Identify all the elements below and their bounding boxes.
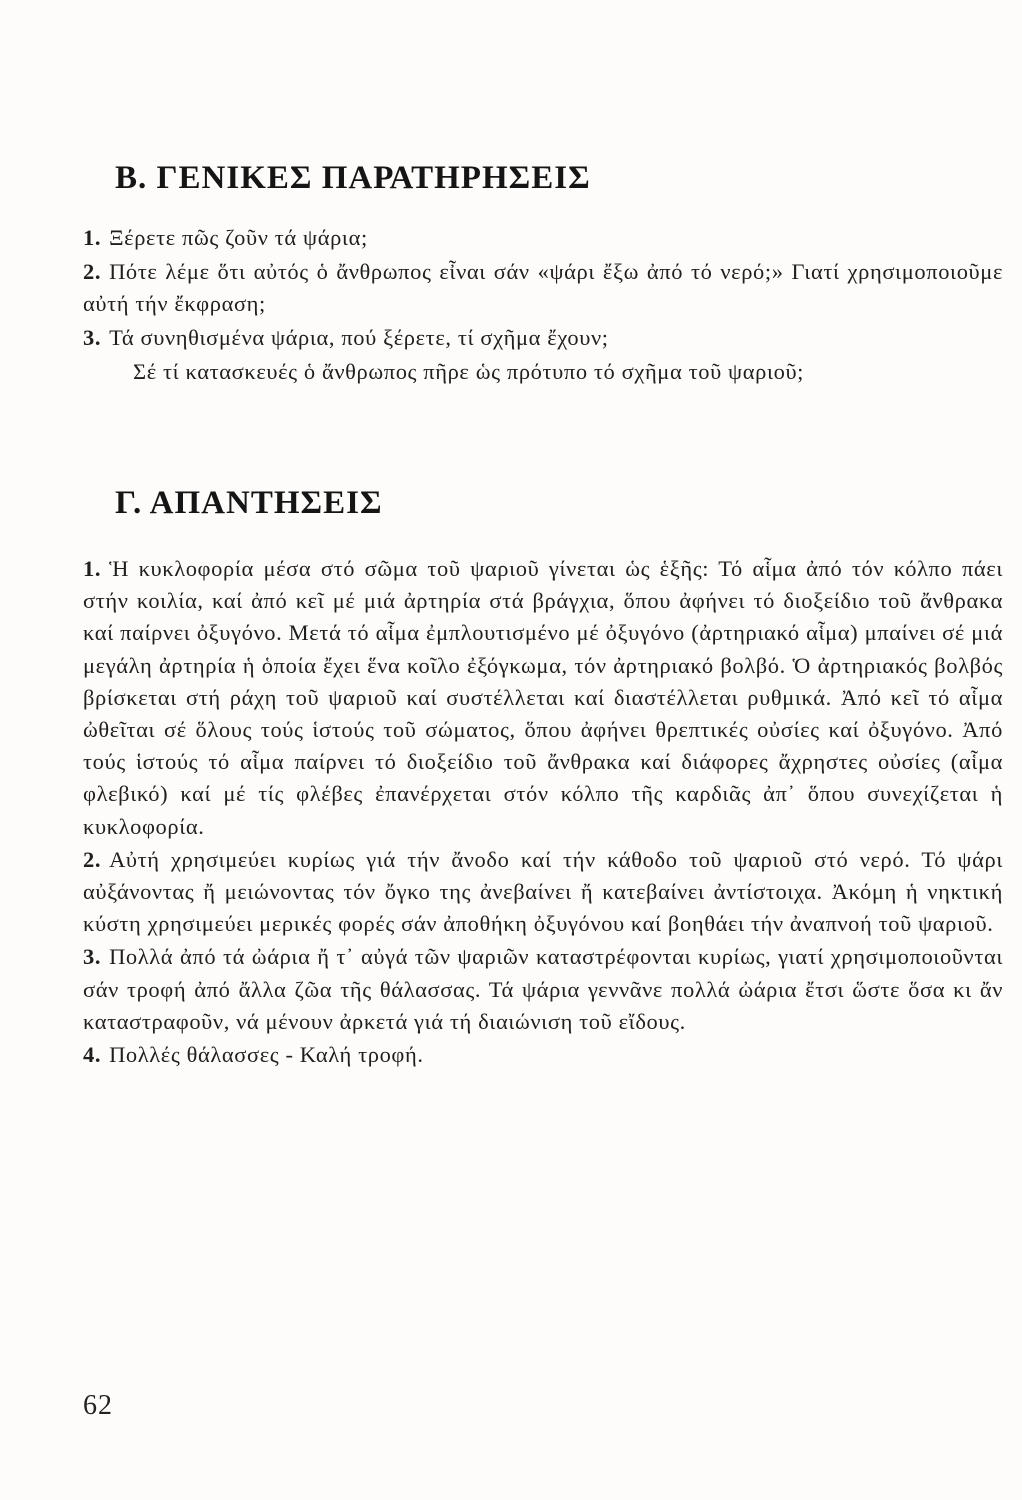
question-text: Ξέρετε πῶς ζοῦν τά ψάρια;: [109, 225, 368, 250]
question-item: [83, 222, 1003, 254]
question-text: Πότε λέμε ὅτι αὐτός ὁ ἄνθρωπος εἶναι σάν «ψάρι ἔξω ἀπό τό νερό;» Γιατί χρησιμοποιοῦμε αὐτή τήν ἔκφραση;: [83, 259, 1003, 316]
answers-list: [83, 553, 1003, 1072]
answer-text: Πολλές θάλασσες - Καλή τροφή.: [109, 1042, 424, 1068]
question-item: [83, 322, 1003, 354]
question-continuation: Σέ τί κατασκευές ὁ ἄνθρωπος πῆρε ὡς πρότυπο τό σχῆμα τοῦ ψαριοῦ;: [133, 359, 805, 384]
answer-text: Πολλά ἀπό τά ὠάρια ἤ τ᾽ αὐγά τῶν ψαριῶν καταστρέφονται κυρίως, γιατί χρησιμοποιοῦνται σάν τροφή ἀπό ἄλλα ζῶα τῆς θάλασσας. Τά ψάρια γεννᾶνε πολλά ὠάρια ἔτσι ὥστε ὅσα κι ἄν καταστραφοῦν, νά μένουν ἀρκετά γιά τή διαιώνιση τοῦ εἴδους.: [83, 944, 1003, 1034]
answer-number: 1.: [83, 556, 102, 581]
answer-text: Αὐτή χρησιμεύει κυρίως γιά τήν ἄνοδο καί τήν κάθοδο τοῦ ψαριοῦ στό νερό. Τό ψάρι αὐξάνοντας ἤ μειώνοντας τόν ὄγκο της ἀνεβαίνει ἤ κατεβαίνει ἀντίστοιχα. Ἀκόμη ἡ νηκτική κύστη χρησιμεύει μερικές φορές σάν ἀποθήκη ὀξυγόνου καί βοηθάει τήν ἀναπνοή τοῦ ψαριοῦ.: [83, 846, 1003, 937]
questions-list: [83, 222, 1003, 390]
section-heading-general-remarks: Β. ΓΕΝΙΚΕΣ ΠΑΡΑΤΗΡΗΣΕΙΣ: [115, 160, 591, 196]
answer-number: 2.: [83, 846, 102, 872]
page-number: 62: [83, 1390, 113, 1421]
answer-text: Ἡ κυκλοφορία μέσα στό σῶμα τοῦ ψαριοῦ γίνεται ὡς ἑξῆς: Τό αἷμα ἀπό τόν κόλπο πάει στήν κοιλία, καί ἀπό κεῖ μέ μιά ἀρτηρία στά βράγχια, ὅπου ἀφήνει τό διοξείδιο τοῦ ἄνθρακα καί παίρνει ὀξυγόνο. Μετά τό αἷμα ἐμπλουτισμένο μέ ὀξυγόνο (ἀρτηριακό αἷμα) μπαίνει σέ μιά μεγάλη ἀρτηρία ἡ ὁποία ἔχει ἕνα κοῖλο ἐξόγκωμα, τόν ἀρτηριακό βολβό. Ὁ ἀρτηριακός βολβός βρίσκεται στή ράχη τοῦ ψαριοῦ καί συστέλλεται καί διαστέλλεται ρυθμικά. Ἀπό κεῖ τό αἷμα ὠθεῖται σέ ὅλους τούς ἱστούς τοῦ σώματος, ὅπου ἀφήνει θρεπτικές οὐσίες καί ὀξυγόνο. Ἀπό τούς ἱστούς τό αἷμα παίρνει τό διοξείδιο τοῦ ἄνθρακα καί διάφορες ἄχρηστες οὐσίες (αἷμα φλεβικό) καί μέ τίς φλέβες ἐπανέρχεται στόν κόλπο τῆς καρδιᾶς ἀπ᾽ ὅπου συνεχίζεται ἡ κυκλοφορία.: [83, 556, 1003, 839]
question-number: 3.: [83, 325, 102, 350]
answer-item: [83, 553, 1003, 843]
answer-item: [83, 941, 1003, 1038]
answer-number: 3.: [83, 944, 102, 970]
section-heading-answers: Γ. ΑΠΑΝΤΗΣΕΙΣ: [115, 485, 383, 521]
answer-number: 4.: [83, 1042, 102, 1068]
question-text: Τά συνηθισμένα ψάρια, πού ξέρετε, τί σχῆμα ἔχουν;: [109, 325, 609, 350]
answer-item: [83, 1039, 1003, 1071]
question-number: 2.: [83, 259, 102, 284]
question-number: 1.: [83, 225, 102, 250]
question-item: [83, 256, 1003, 320]
answer-item: [83, 844, 1003, 941]
